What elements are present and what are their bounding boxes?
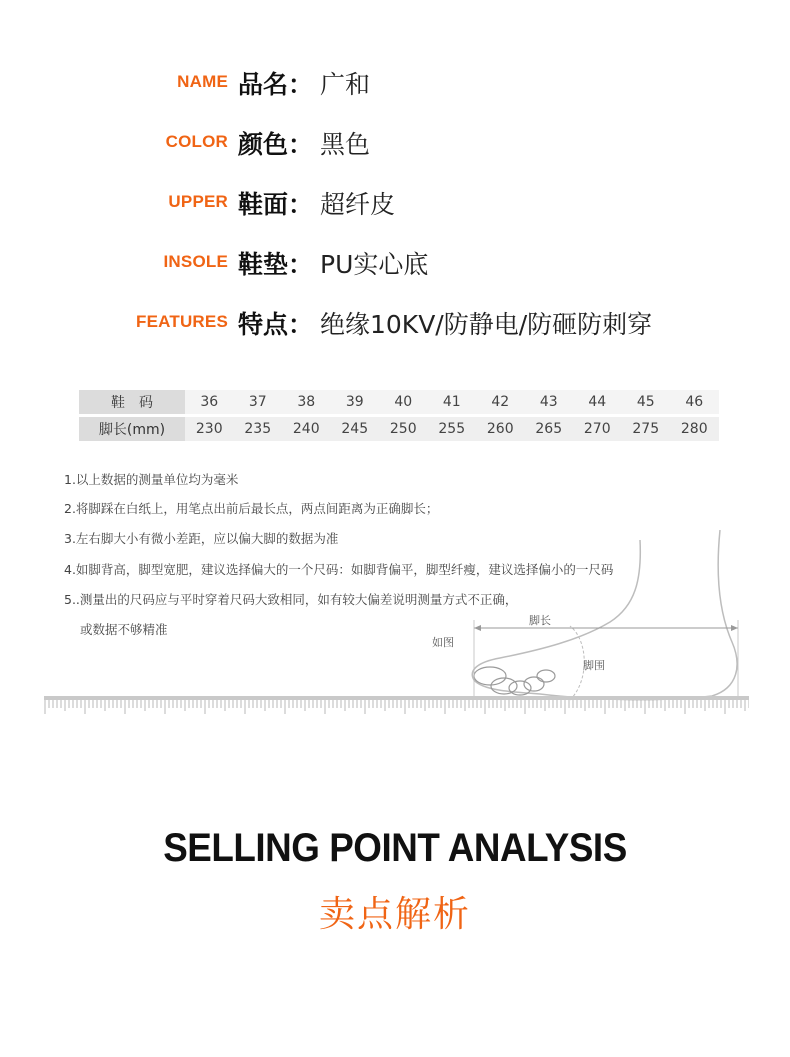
size-cell: 41 xyxy=(428,390,477,417)
spec-row-features xyxy=(0,302,790,342)
size-row xyxy=(79,390,719,417)
spec-value: PU实心底 xyxy=(320,250,429,279)
spec-value: 广和 xyxy=(320,70,371,99)
size-cell: 44 xyxy=(573,390,622,417)
spec-en-label: NAME xyxy=(177,72,228,91)
spec-row-name xyxy=(0,62,790,102)
spec-value: 黑色 xyxy=(320,130,371,159)
length-cell: 280 xyxy=(670,417,719,441)
size-cell: 43 xyxy=(525,390,574,417)
size-cell: 46 xyxy=(670,390,719,417)
size-header: 鞋 码 xyxy=(79,390,185,417)
note-3: 3.左右脚大小有微小差距，应以偏大脚的数据为准 xyxy=(64,531,339,546)
length-header: 脚长(mm) xyxy=(79,417,185,441)
diagram-example-label: 如图 xyxy=(432,636,454,649)
size-cell: 45 xyxy=(622,390,671,417)
foot-length-label: 脚长 xyxy=(529,614,551,627)
note-2: 2.将脚踩在白纸上，用笔点出前后最长点，两点间距离为正确脚长； xyxy=(64,501,439,516)
selling-point-subtitle: 卖点解析 xyxy=(318,894,471,935)
spec-en-label: COLOR xyxy=(165,132,228,151)
size-cell: 40 xyxy=(379,390,428,417)
spec-en-label: UPPER xyxy=(168,192,228,211)
spec-row-insole xyxy=(0,242,790,282)
length-cell: 255 xyxy=(428,417,477,441)
spec-value: 超纤皮 xyxy=(320,190,396,219)
length-cell: 250 xyxy=(379,417,428,441)
spec-value: 绝缘10KV/防静电/防砸防刺穿 xyxy=(320,310,653,339)
size-cell: 37 xyxy=(234,390,283,417)
ruler-graphic xyxy=(44,696,749,716)
size-cell: 39 xyxy=(331,390,380,417)
spec-label: 鞋面： xyxy=(238,190,314,219)
note-1: 1.以上数据的测量单位均为毫米 xyxy=(64,472,239,487)
note-5-cont: 或数据不够精准 xyxy=(80,622,168,637)
spec-label: 鞋垫： xyxy=(238,250,314,279)
length-cell: 260 xyxy=(476,417,525,441)
note-5: 5..测量出的尺码应与平时穿着尺码大致相同，如有较大偏差说明测量方式不正确， xyxy=(64,592,518,607)
length-cell: 240 xyxy=(282,417,331,441)
length-cell: 275 xyxy=(622,417,671,441)
length-cell: 235 xyxy=(234,417,283,441)
size-cell: 42 xyxy=(476,390,525,417)
spec-label: 品名： xyxy=(238,70,314,99)
spec-row-color xyxy=(0,122,790,162)
length-cell: 230 xyxy=(185,417,234,441)
note-4: 4.如脚背高，脚型宽肥，建议选择偏大的一个尺码：如脚背偏平，脚型纤瘦，建议选择偏小的一尺码 xyxy=(64,562,614,577)
spec-en-label: FEATURES xyxy=(136,312,228,331)
spec-en-label: INSOLE xyxy=(163,252,228,271)
length-cell: 270 xyxy=(573,417,622,441)
foot-measure-diagram xyxy=(420,530,760,710)
length-row xyxy=(79,417,719,441)
selling-point-title: SELLING POINT ANALYSIS xyxy=(163,826,627,870)
size-cell: 36 xyxy=(185,390,234,417)
size-chart-table xyxy=(79,390,719,441)
foot-girth-label: 脚围 xyxy=(583,659,605,672)
length-cell: 245 xyxy=(331,417,380,441)
spec-row-upper xyxy=(0,182,790,222)
spec-label: 颜色： xyxy=(238,130,314,159)
length-cell: 265 xyxy=(525,417,574,441)
spec-label: 特点： xyxy=(238,310,314,339)
size-cell: 38 xyxy=(282,390,331,417)
